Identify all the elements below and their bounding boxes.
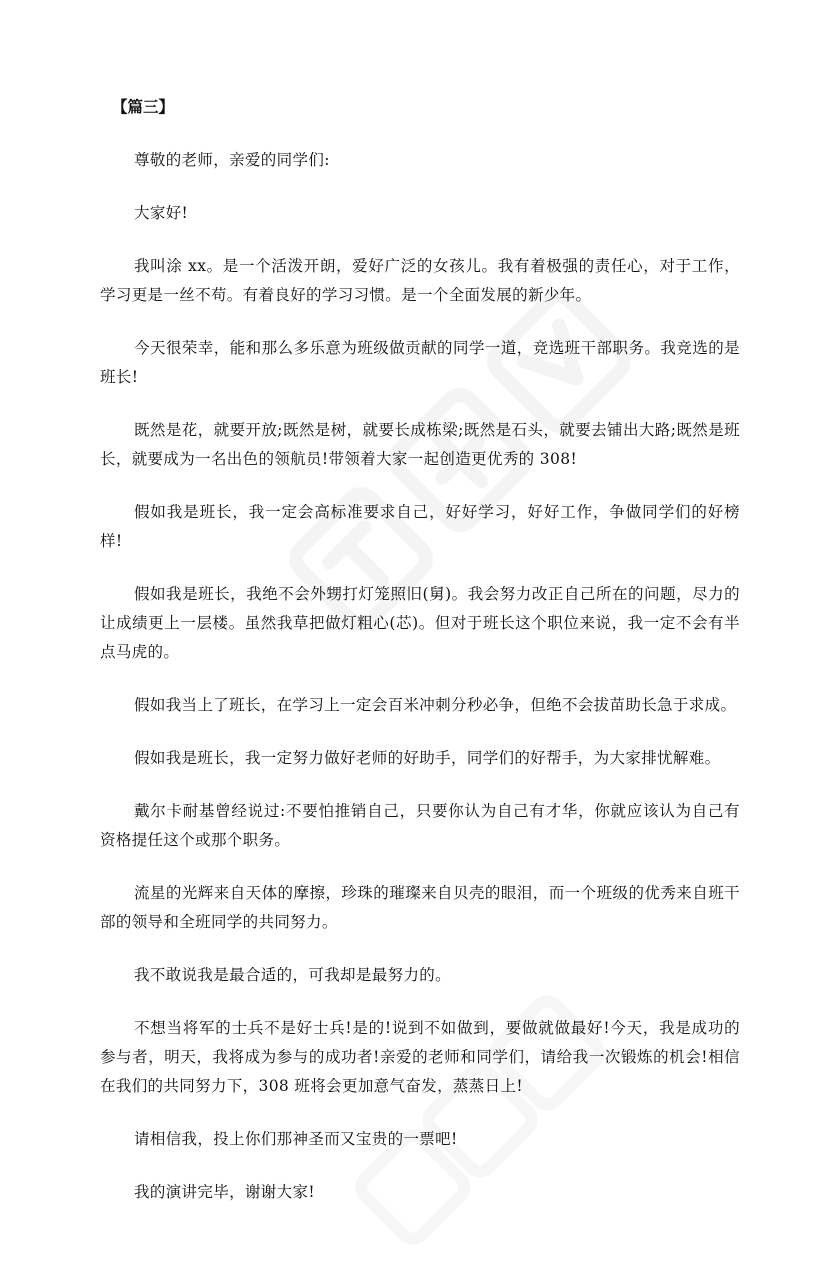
paragraph: 假如我当上了班长，在学习上一定会百米冲刺分秒必争，但绝不会拔苗助长急于求成。: [134, 696, 737, 714]
paragraph: 假如我是班长，我一定努力做好老师的好助手，同学们的好帮手，为大家排忧解难。: [134, 749, 721, 767]
paragraph: 我不敢说我是最合适的，可我却是最努力的。: [134, 966, 452, 984]
paragraph: 今天很荣幸，能和那么多乐意为班级做贡献的同学一道，竞选班干部职务。我竞选的是班长!: [100, 339, 740, 386]
paragraph-greeting: 大家好!: [134, 204, 189, 222]
paragraph: 请相信我，投上你们那神圣而又宝贵的一票吧!: [134, 1130, 458, 1148]
paragraph-closing: 我的演讲完毕，谢谢大家!: [134, 1183, 315, 1201]
paragraph: 我叫涂 xx。是一个活泼开朗，爱好广泛的女孩儿。我有着极强的责任心，对于工作，学习更是一丝不苟。有着良好的学习习惯。是一个全面发展的新少年。: [100, 257, 740, 304]
document-body: [100, 95, 740, 1231]
paragraph-salutation: 尊敬的老师，亲爱的同学们:: [134, 151, 330, 169]
paragraph: 流星的光辉来自天体的摩擦，珍珠的璀璨来自贝壳的眼泪，而一个班级的优秀来自班干部的领导和全班同学的共同努力。: [100, 884, 740, 931]
paragraph: 假如我是班长，我绝不会外甥打灯笼照旧(舅)。我会努力改正自己所在的问题，尽力的让成绩更上一层楼。虽然我草把做灯粗心(芯)。但对于班长这个职位来说，我一定不会有半点马虎的。: [100, 585, 740, 661]
paragraph: 既然是花，就要开放;既然是树，就要长成栋梁;既然是石头，就要去铺出大路;既然是班长，就要成为一名出色的领航员!带领着大家一起创造更优秀的 308!: [100, 421, 740, 468]
paragraph: 不想当将军的士兵不是好士兵!是的!说到不如做到，要做就做最好!今天，我是成功的参与者，明天，我将成为参与的成功者!亲爱的老师和同学们，请给我一次锻炼的机会!相信在我们的共同努力下，308 班将会更加意气奋发，蒸蒸日上!: [100, 1019, 740, 1095]
paragraph: 戴尔卡耐基曾经说过:不要怕推销自己，只要你认为自己有才华，你就应该认为自己有资格提任这个或那个职务。: [100, 802, 740, 849]
paragraph: 假如我是班长，我一定会高标准要求自己，好好学习，好好工作，争做同学们的好榜样!: [100, 503, 740, 550]
section-heading: 【篇三】: [112, 98, 175, 116]
